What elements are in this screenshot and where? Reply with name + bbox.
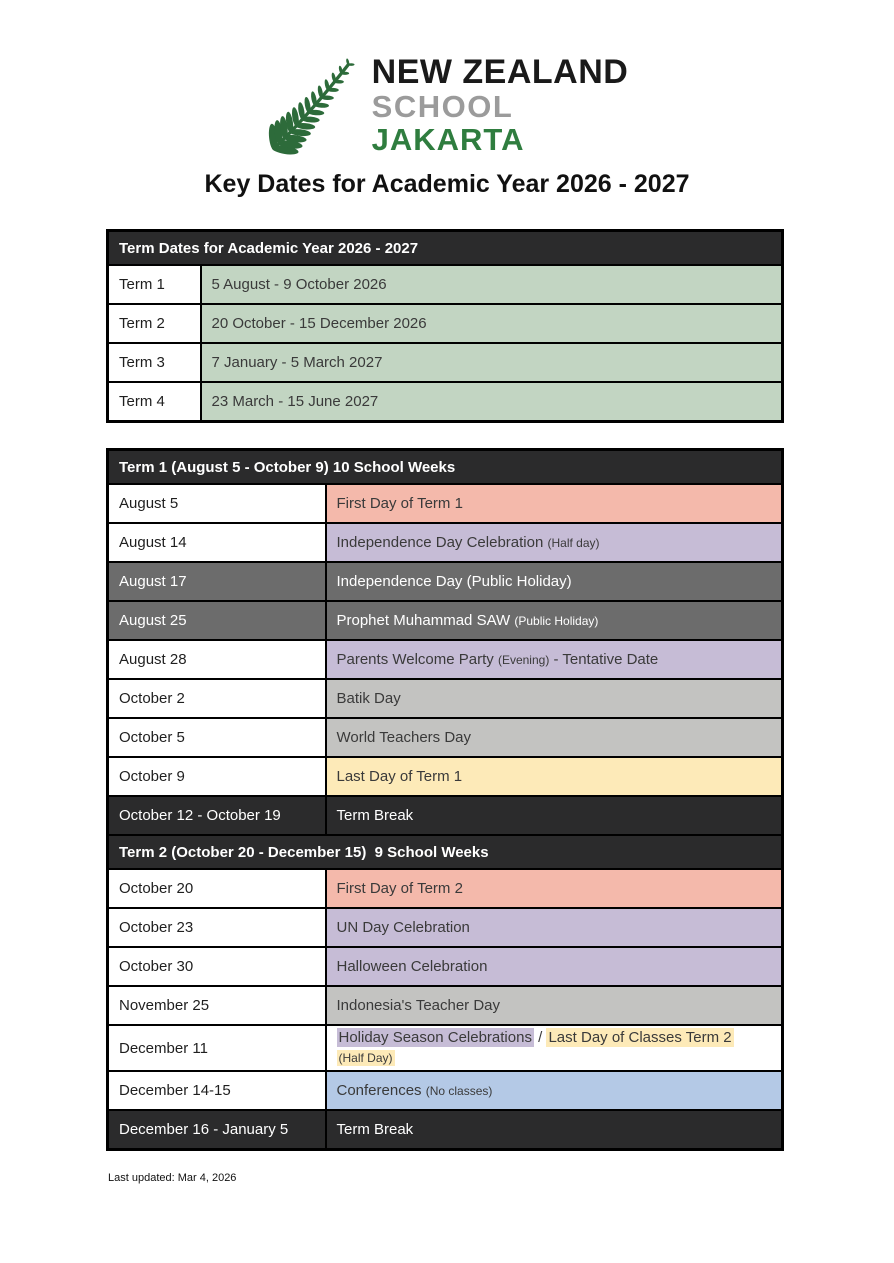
event-text-segment: - Tentative Date	[549, 650, 659, 668]
table-row	[108, 343, 783, 382]
table-row	[108, 757, 783, 796]
event-text-segment: Halloween Celebration	[336, 957, 488, 975]
table-row	[108, 1071, 783, 1110]
event-cell	[326, 1110, 783, 1150]
date-cell: August 5	[108, 484, 326, 523]
event-cell	[326, 679, 783, 718]
date-cell: December 14-15	[108, 1071, 326, 1110]
table-row	[108, 908, 783, 947]
term-dates-table-header: Term Dates for Academic Year 2026 - 2027	[108, 231, 783, 266]
event-cell	[326, 986, 783, 1025]
event-cell	[326, 757, 783, 796]
event-text-segment: First Day of Term 1	[336, 494, 463, 512]
logo-line-school: SCHOOL	[371, 89, 514, 124]
event-text-segment: Holiday Season Celebrations	[338, 1029, 532, 1046]
table-row	[108, 265, 783, 304]
date-cell: August 14	[108, 523, 326, 562]
fern-leaf-icon	[266, 55, 366, 155]
date-cell: December 11	[108, 1025, 326, 1071]
table-row	[108, 1025, 783, 1071]
date-cell: August 28	[108, 640, 326, 679]
event-text-segment: Prophet Muhammad SAW	[336, 611, 515, 629]
term-dates-table-body	[108, 265, 783, 422]
event-text-segment: Last Day of Term 1	[336, 767, 463, 785]
section-header-row	[108, 450, 783, 485]
event-text-segment: Indonesia's Teacher Day	[336, 996, 501, 1014]
table-row	[108, 601, 783, 640]
event-cell	[326, 908, 783, 947]
school-logo	[0, 0, 894, 156]
date-cell: October 23	[108, 908, 326, 947]
table-header-row	[108, 231, 783, 266]
logo-line-new-zealand: NEW ZEALAND	[371, 53, 629, 91]
event-text-segment: First Day of Term 2	[336, 879, 463, 897]
event-cell	[326, 484, 783, 523]
event-cell	[326, 1025, 783, 1071]
date-cell: August 17	[108, 562, 326, 601]
table-row	[108, 382, 783, 422]
event-text-segment: UN Day Celebration	[336, 918, 470, 936]
table-row	[108, 640, 783, 679]
events-table-body	[108, 450, 783, 1150]
table-row	[108, 718, 783, 757]
term-label-cell: Term 2	[108, 304, 201, 343]
date-cell: October 9	[108, 757, 326, 796]
section-header-row	[108, 835, 783, 869]
event-text-segment: (Public Holiday)	[514, 613, 599, 628]
events-table	[106, 448, 784, 1151]
date-cell: October 12 - October 19	[108, 796, 326, 835]
event-text-segment: (Half Day)	[338, 1051, 393, 1065]
section-header: Term 1 (August 5 - October 9) 10 School Weeks	[108, 450, 783, 485]
table-row	[108, 679, 783, 718]
date-cell: August 25	[108, 601, 326, 640]
term-range-cell: 7 January - 5 March 2027	[201, 343, 783, 382]
term-range-cell: 5 August - 9 October 2026	[201, 265, 783, 304]
date-cell: October 30	[108, 947, 326, 986]
table-row	[108, 796, 783, 835]
table-row	[108, 869, 783, 908]
event-cell	[326, 562, 783, 601]
term-range-cell: 23 March - 15 June 2027	[201, 382, 783, 422]
event-text-segment: Parents Welcome Party	[336, 650, 498, 668]
event-cell	[326, 640, 783, 679]
date-cell: October 5	[108, 718, 326, 757]
event-text-segment: Independence Day Celebration	[336, 533, 548, 551]
term-dates-table	[106, 229, 784, 423]
event-text-segment: /	[533, 1029, 547, 1046]
event-text-segment: Term Break	[336, 1120, 414, 1138]
event-cell	[326, 869, 783, 908]
logo-text	[372, 55, 629, 155]
term-label-cell: Term 1	[108, 265, 201, 304]
table-row	[108, 304, 783, 343]
event-cell	[326, 601, 783, 640]
table-row	[108, 523, 783, 562]
table-row	[108, 947, 783, 986]
event-text-segment: Last Day of Classes Term 2	[548, 1029, 732, 1046]
table-row	[108, 986, 783, 1025]
term-label-cell: Term 3	[108, 343, 201, 382]
event-cell	[326, 796, 783, 835]
last-updated: Last updated: Mar 4, 2026	[108, 1172, 237, 1184]
event-text-segment: Batik Day	[336, 689, 401, 707]
event-text-segment: (No classes)	[425, 1083, 493, 1098]
date-cell: December 16 - January 5	[108, 1110, 326, 1150]
term-range-cell: 20 October - 15 December 2026	[201, 304, 783, 343]
event-text-segment: Independence Day (Public Holiday)	[336, 572, 572, 590]
date-cell: November 25	[108, 986, 326, 1025]
event-text-segment: Conferences	[336, 1081, 426, 1099]
date-cell: October 2	[108, 679, 326, 718]
event-text-segment: Term Break	[336, 806, 414, 824]
logo-line-jakarta: JAKARTA	[371, 122, 525, 157]
table-row	[108, 484, 783, 523]
term-label-cell: Term 4	[108, 382, 201, 422]
date-cell: October 20	[108, 869, 326, 908]
event-cell	[326, 718, 783, 757]
event-text-segment: (Half day)	[547, 535, 600, 550]
event-cell	[326, 523, 783, 562]
event-cell	[326, 1071, 783, 1110]
page-title: Key Dates for Academic Year 2026 - 2027	[204, 170, 690, 198]
table-row	[108, 1110, 783, 1150]
event-text-segment: World Teachers Day	[336, 728, 472, 746]
event-text-segment: (Evening)	[497, 652, 550, 667]
event-cell	[326, 947, 783, 986]
section-header: Term 2 (October 20 - December 15) 9 School Weeks	[108, 835, 783, 869]
table-row	[108, 562, 783, 601]
